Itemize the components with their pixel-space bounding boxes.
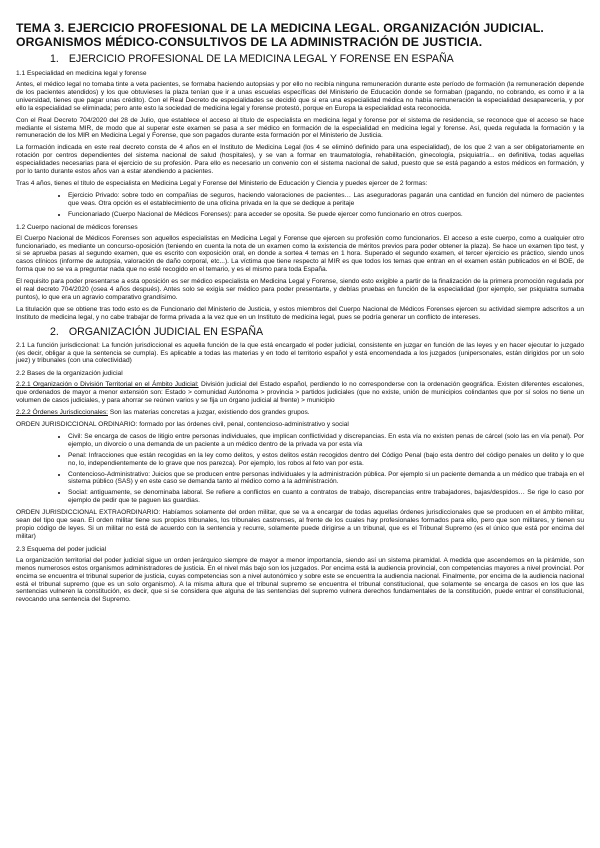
subsection-2-3-heading: 2.3 Esquema del poder judicial: [16, 545, 107, 553]
list-item: • Penal: Infracciones que están recogidas en la ley como delitos, y estos delitos están recogidos dentro del Código Penal (bajo esta dentro del código penales un delito y lo que no, lo, independientemente de lo grave que nos parezca). Por ejemplo, los robos al feto van por esta.: [68, 452, 584, 468]
paragraph: 2.2.1 Organización o División Territorial en el Ámbito Judicial: División judicial del Estado español, perdiendo lo no corresponderse con la ordenación geográfica. Existen diferentes escalones, que ordenados de mayor a menor extensión son: Estado > comunidad Autónoma > provincia > partidos judiciales (que no existe, unión de municipios colindantes que por sí solos no tiene un volumen de casos judiciales, y para ahorrar se reúnen varios y se fija un órgano judicial al frente) > municipio: [16, 381, 584, 405]
paragraph: Con el Real Decreto 704/2020 del 28 de Julio, que establece el acceso al título de especialista en medicina legal y forense por el sistema de residencia, se reconoce que el acceso se hace mediante el sistema MIR, de modo que al superar este examen se pasa a ser médico en formación de la especialidad en medicina legal y forense. Así, queda regulada la formación y la remuneración de los MIR en Medicina Legal y Forense, que son pagados durante esta formación por el Ministerio de Justicia.: [16, 116, 584, 140]
subsection-1-2-heading: 1.2 Cuerpo nacional de médicos forenses: [16, 223, 138, 231]
section-1-number: 1.: [50, 53, 59, 65]
section-1-title: EJERCICIO PROFESIONAL DE LA MEDICINA LEGAL Y FORENSE EN ESPAÑA: [68, 53, 454, 65]
paragraph: El Cuerpo Nacional de Médicos Forenses son aquellos especialistas en Medicina Legal y Forense que ejercen su profesión como funcionarios. El acceso a este cuerpo, como a cualquier otro funcionariado, es mediante un concurso-oposición (teniendo en cuenta la nota de un examen como la existencia de méritos previos para poder obtener la plaza). Se hace un examen tipo test, y si se aprueba pasas al segundo examen, que es escrito con exposición oral, en donde a sortea 4 temas en 1 hora. Superado el segundo examen, el tercer ejercicio es práctico, siendo unos casos clínicos (informe de autopsia, valoración de daño corporal, etc...). La víctima que tiene respecto al MIR es que todos los temas que entran en el examen están publicados en el BOE, de forma que no se va a preguntar nada que no esté recogido en el temario, y es el mismo para toda España.: [16, 234, 584, 274]
section-2-number: 2.: [50, 325, 59, 338]
paragraph: 2.2.2 Órdenes Jurisdiccionales: Son las materias concretas a juzgar, existiendo dos grandes grupos.: [16, 409, 310, 417]
list-item: • Contencioso-Administrativo: Juicios que se producen entre personas individuales y la administración pública. Por ejemplo si un paciente demanda a un médico que trabaja en el sistema público (SAS) y en este caso se demanda tanto al médico como a la administración.: [68, 471, 584, 487]
paragraph: El requisito para poder presentarse a esta oposición es ser médico especialista en Medicina Legal y Forense, siendo esto exigible a partir de la finalización de la primera promoción regulada por el real decreto 704/2020 (osea 4 años después). Antes solo se exigía ser médico para poder presentarte, y debías pruebas en función de la especialidad (por ejemplo, ser psiquiatra sumaba puntos), lo que era un agravio comparativo grandísimo.: [16, 278, 584, 301]
list-item: • Civil: Se encarga de casos de litigio entre personas individuales, que implican conflictividad y discrepancias. En esta vía no existen penas de cárcel (solo las en vía penal). Por ejemplo, un divorcio o una demanda de un paciente a un médico dentro de la privada va por esta vía: [68, 433, 584, 449]
ordinary-order-label: ORDEN JURISDICCIONAL ORDINARIO: [16, 421, 136, 428]
subsection-2-1-heading: 2.1 La función jurisdiccional:: [16, 341, 100, 349]
subsection-2-2-2-label: 2.2.2 Órdenes Jurisdiccionales:: [16, 409, 108, 417]
jurisdiction-orders-list: [16, 433, 584, 505]
practice-options-list: [16, 192, 584, 219]
subsection-2-2-1-label: 2.2.1 Organización o División Territorial en el Ámbito Judicial:: [16, 381, 199, 389]
paragraph: Antes, el médico legal no tomaba tinte a veta pacientes, se formaba haciendo autopsias y por ello no recibía ninguna remuneración durante este período de formación (la remuneración depende de los pacientes atendidos) y los que obtuvieses la plaza tenían que ir a unas escuelas específicas del Ministerio de Educación donde se formaban (pagando, no cobrando, es como ir a la universidad, tienes que pagar unas crédito). Con el Real Decreto de especialidades se decidió que si era una especialidad médica no había remuneración la especialidad desaparecería, y por ello la especialidad se eliminada; pero ante esto la sociedad de medicina legal y forense protestó, porque en Europa la especialidad esta reconocida.: [16, 81, 584, 112]
paragraph: La organización territorial del poder judicial sigue un orden jerárquico siempre de mayor a menor importancia, siendo así un sistema piramidal. A medida que ascendemos en la pirámide, son menos numerosos estos organismos administradores de justicia. En el nivel más bajo son los juzgados. Por encima está la audiencia provincial, con competencias mayores a nivel provincial. Por encima se encuentra el tribunal superior de justicia, cuyas competencias son a nivel autonómico y sobre este se encuentra la audiencia nacional. Finalmente, por encima de la audiencia nacional está el tribunal supremo (que es un solo organismo). A la misma altura que el tribunal supremo se encuentra el tribunal constitucional, que solamente se encarga de casos en los que las sentencias vulneren la constitución, es decir, que si se considera que alguna de las sentencias del supremo vulnera derechos fundamentales de la constitución, puede entrar el constitucional, revocando una sentencia del Supremo.: [16, 556, 584, 604]
paragraph: Tras 4 años, tienes el título de especialista en Medicina Legal y Forense del Ministerio de Educación y Ciencia y puedes ejercer de 2 formas:: [16, 179, 428, 187]
subsection-2-2-heading: 2.2 Bases de la organización judicial: [16, 370, 123, 378]
list-item: • Ejercicio Privado: sobre todo en compañías de seguros, haciendo valoraciones de pacientes… Las aseguradoras pagarán una cantidad en función del número de pacientes que veas. Otra opción es el establecimiento de una oficina privada en la que se dedique a peritaje: [68, 192, 584, 208]
extraordinary-order-label: ORDEN JURISDICCIONAL EXTRAORDINARIO: [16, 509, 159, 517]
list-item: • Social: antiguamente, se denominaba laboral. Se refiere a conflictos en cuanto a contratos de trabajo, discrepancias entre trabajadores, bajas/despidos… Se rige lo caso por ejemplo de pedir que te paguen las guardias.: [68, 489, 584, 505]
list-item: • Funcionariado (Cuerpo Nacional de Médicos Forenses): para acceder se oposita. Se puede ejercer como funcionario en otros cuerpos.: [68, 211, 584, 219]
paragraph: ORDEN JURISDICCIONAL EXTRAORDINARIO: Habíamos solamente del orden militar, que se va a encargar de todas aquellas órdenes jurisdiccionales que se producen en el ámbito militar, sean del tipo que sean. El orden militar tiene sus propios tribunales, los tribunales castrenses, al frente de los cuales hay profesionales formados para ello, pero que son militares, y tienen su propio código de leyes. Si un militar no está de acuerdo con la sentencia y recurre, solamente puede dirigirse a un tribunal, que es el Tribunal Supremo (es el único que está por encima del militar): [16, 509, 584, 540]
paragraph: La titulación que se obtiene tras todo esto es de Funcionario del Ministerio de Justicia, y estos miembros del Cuerpo Nacional de Médicos Forenses ejercen su actividad siempre adscritos a un Instituto de medicina legal, y no cabe trabajar de forma privada a la vez que en un Instituto de medicina legal, pues se podría generar un conflicto de intereses.: [16, 305, 584, 321]
section-2-heading: [16, 326, 584, 338]
paragraph: 2.1 La función jurisdiccional: La función jurisdiccional es aquella función de la que está encargado el poder judicial, consistente en juzgar en función de las leyes y en hacer ejecutar lo juzgado (es decir, obligar a que la sentencia se cumpla). Es aplicable a todas las materias y en todo el territorio español y está encomendada a los juzgados (unipersonales, están dirigidos por un solo juez) y tribunales (con una colectividad): [16, 341, 584, 365]
section-1-heading: [16, 53, 584, 65]
subsection-1-1-heading: 1.1 Especialidad en medicina legal y forense: [16, 70, 147, 77]
document-title: TEMA 3. EJERCICIO PROFESIONAL DE LA MEDICINA LEGAL. ORGANIZACIÓN JUDICIAL. ORGANISMOS MÉDICO-CONSULTIVOS DE LA ADMINISTRACIÓN DE JUSTICIA.: [16, 21, 544, 49]
paragraph: La formación indicada en este real decreto consta de 4 años en el Instituto de Medicina Legal (los 4 se eliminó definido para una especialidad), de los que 2 van a ser obligatoriamente en rotación por centros dependientes del sistema nacional de salud (hospitales), y se van a formar en traumatología, rehabilitación, ginecología, psiquiatría... en definitiva, todas aquellas especialidades necesarias para el ejercicio de su profesión. Para ello es necesario un convenio con el sistema nacional de salud, puesto que se está pagando a estos médicos en formación, y por lo tanto durante estos años van a estar atendiendo a pacientes.: [16, 144, 584, 176]
section-2-title: ORGANIZACIÓN JUDICIAL EN ESPAÑA: [68, 325, 264, 338]
paragraph: ORDEN JURISDICCIONAL ORDINARIO: formado por las órdenes civil, penal, contencioso-administrativo y social: [16, 421, 349, 428]
